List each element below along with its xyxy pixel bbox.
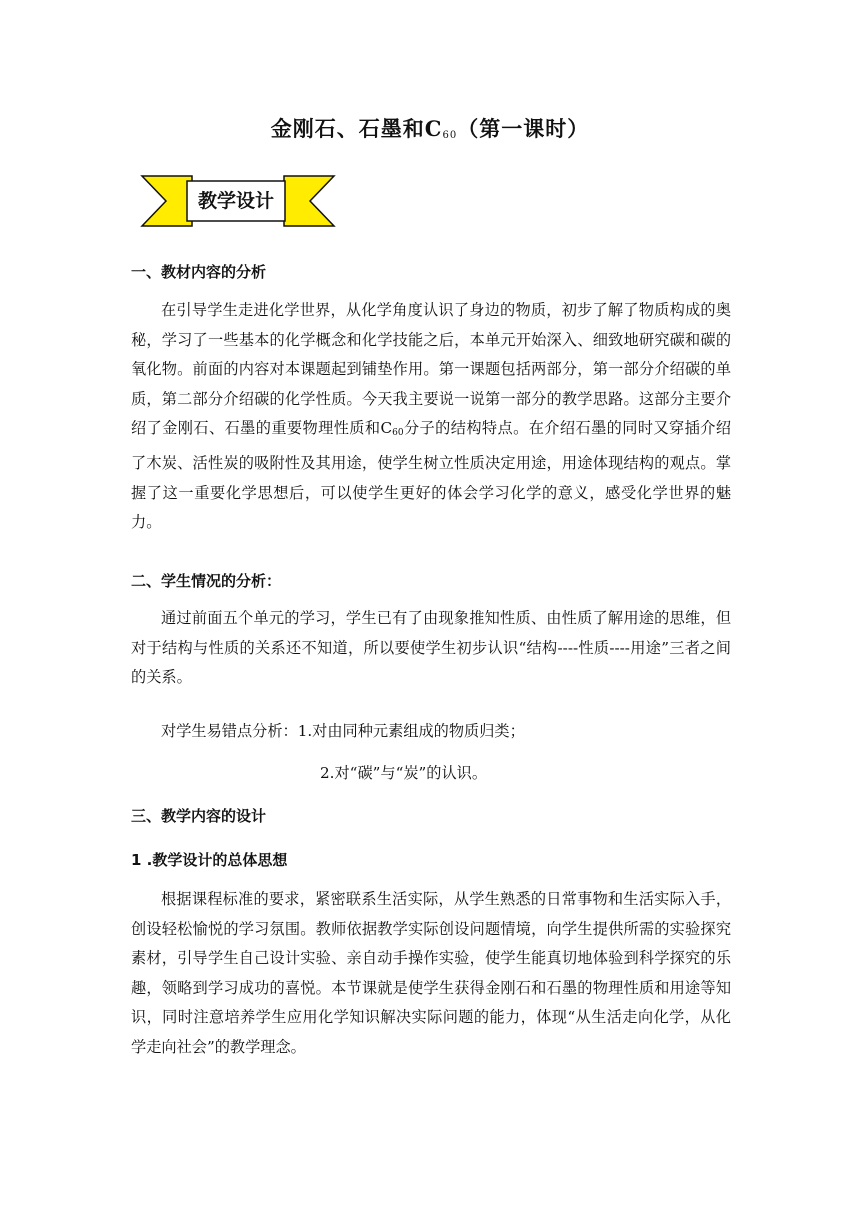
section-2-paragraph: 通过前面五个单元的学习，学生已有了由现象推知性质、由性质了解用途的思维，但对于结构与性质的关系还不知道，所以要使学生初步认识“结构----性质----用途”三者之间的关系。 xyxy=(131,609,731,687)
section-heading-3: 三、教学内容的设计 xyxy=(131,807,267,825)
section-1-text-part1: 在引导学生走进化学世界，从化学角度认识了身边的物质，初步了解了物质构成的奥秘，学习了一些基本的化学概念和化学技能之后，本单元开始深入、细致地研究碳和碳的氧化物。前面的内容对本课题起到铺垫作用。第一课题包括两部分，第一部分介绍碳的单质，第二部分介绍碳的化学性质。今天我主要说一说第一部分的教学思路。这部分主要介绍了金刚石、石墨的重要物理性质和C xyxy=(131,301,731,438)
section-heading-2: 二、学生情况的分析： xyxy=(131,572,282,590)
page-title xyxy=(0,113,860,143)
section-3-paragraph: 根据课程标准的要求，紧密联系生活实际，从学生熟悉的日常事物和生活实际入手，创设轻松愉悦的学习氛围。教师依据教学实际创设问题情境，向学生提供所需的实验探究素材，引导学生自己设计实验、亲自动手操作实验，使学生能真切地体验到科学探究的乐趣，领略到学习成功的喜悦。本节课就是使学生获得金刚石和石墨的物理性质和用途等知识，同时注意培养学生应用化学知识解决实际问题的能力，体现“从生活走向化学，从化学走向社会”的教学理念。 xyxy=(131,890,731,1056)
title-main: 金刚石、石墨和C xyxy=(270,116,443,141)
subsection-heading-1: 1 .教学设计的总体思想 xyxy=(131,851,288,869)
banner-ribbon xyxy=(142,176,192,226)
banner-ribbon-right xyxy=(284,176,334,226)
c60-subscript: 60 xyxy=(392,428,404,439)
title-suffix: （第一课时） xyxy=(457,116,590,141)
title-subscript: 60 xyxy=(442,130,458,141)
error-analysis-item-2: 2.对“碳”与“炭”的认识。 xyxy=(320,764,488,782)
error-analysis-intro: 对学生易错点分析：1.对由同种元素组成的物质归类； xyxy=(161,722,525,740)
banner-label: 教学设计 xyxy=(197,190,274,212)
section-1-paragraph xyxy=(131,296,731,538)
section-1-text-part2: 分子的结构特点。在介绍石墨的同时又穿插介绍了木炭、活性炭的吸附性及其用途，使学生树立性质决定用途，用途体现结构的观点。掌握了这一重要化学思想后，可以使学生更好的体会学习化学的意义，感受化学世界的魅力。 xyxy=(131,419,732,532)
section-heading-1: 一、教材内容的分析 xyxy=(131,263,267,281)
